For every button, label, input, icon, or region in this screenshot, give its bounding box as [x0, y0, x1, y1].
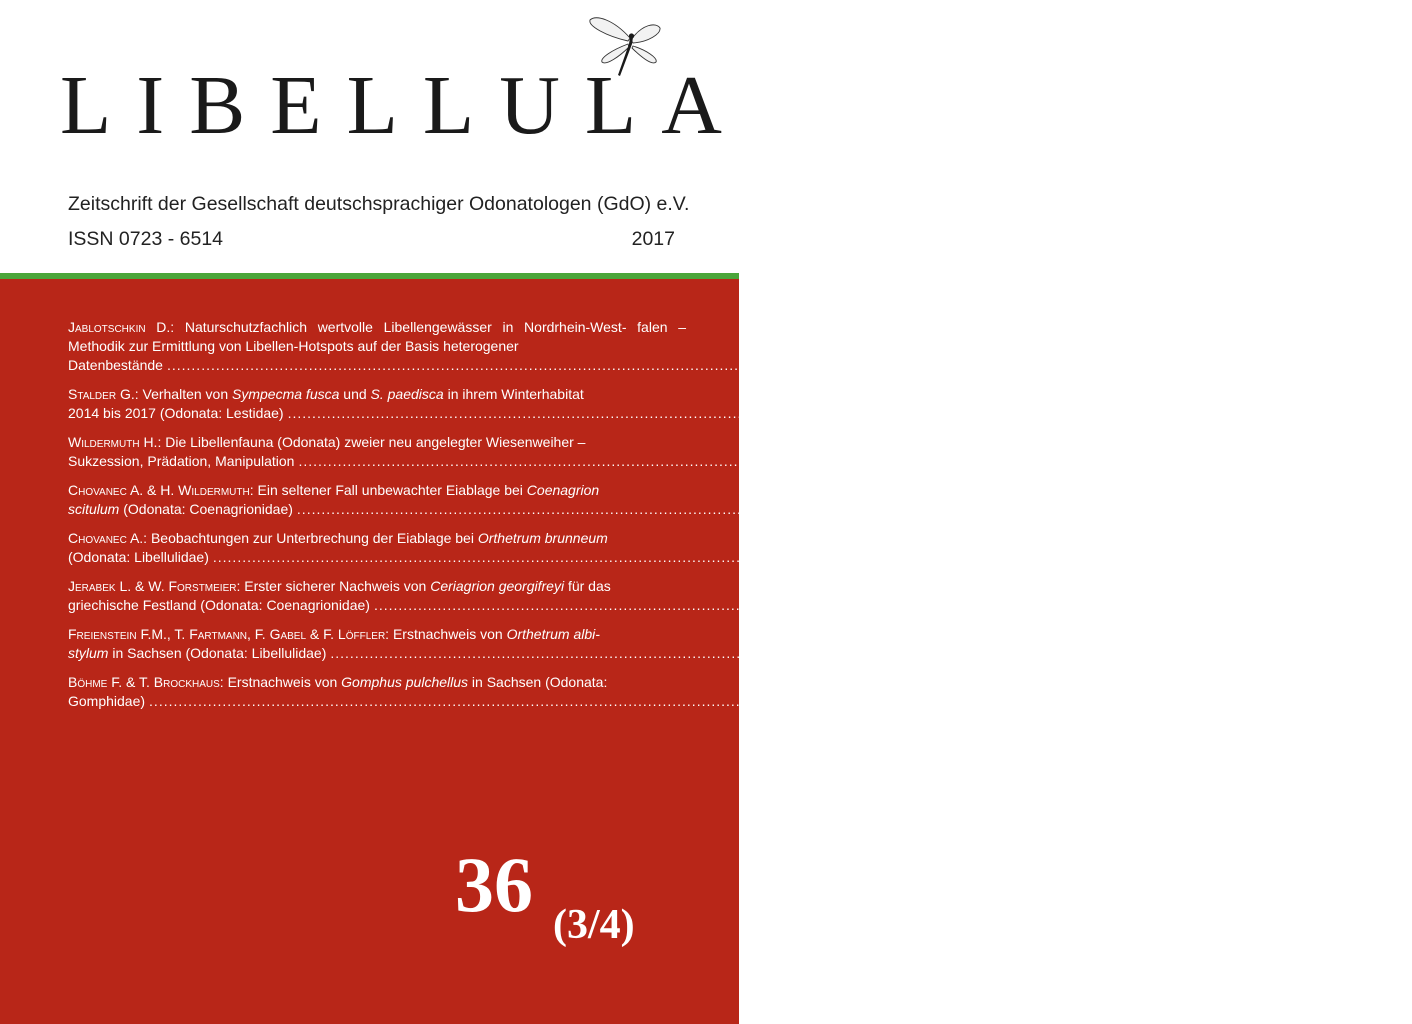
toc-entry[interactable]: [68, 673, 1188, 711]
toc-species-name: Orthetrum albi-: [506, 625, 600, 642]
toc-title-text: (Odonata: Coenagrionidae): [119, 501, 293, 518]
toc-species-name: Orthetrum brunneum: [477, 529, 608, 546]
toc-title-text: in ihrem Winterhabitat: [443, 386, 584, 403]
journal-issn: ISSN 0723 - 6514: [68, 228, 224, 250]
toc-pages: 67–88: [1150, 357, 1190, 374]
toc-leader: ........................................................................................................................................................................................................: [298, 453, 1277, 470]
toc-author: Chovanec A.:: [68, 529, 148, 546]
toc-title-line: falen – Methodik zur Ermittlung von Libellen-Hotspots auf der Basis heterogener: [68, 319, 686, 355]
toc-title-end: griechische Festland (Odonata: Coenagrionidae): [68, 596, 370, 613]
toc-entry[interactable]: [68, 433, 1337, 471]
toc-title-text: für das: [564, 577, 611, 594]
journal-title: LIBELLULA: [60, 59, 747, 152]
toc-title-text: und: [339, 386, 371, 403]
toc-species-name: stylum: [68, 644, 109, 661]
toc-leader: ........................................................................................................................................................................................................: [330, 644, 1309, 661]
toc-pages: 89–108: [1271, 405, 1319, 422]
toc-entry[interactable]: [68, 385, 1319, 423]
toc-title-end: (Odonata: Libellulidae): [68, 549, 209, 566]
issue-number: (3/4): [553, 902, 635, 948]
toc-title-text: in Sachsen (Odonata:: [468, 673, 608, 690]
toc-title-end: [68, 500, 293, 519]
toc-species-name: Sympecma fusca: [232, 386, 340, 403]
toc-pages: 145–148: [1357, 596, 1412, 613]
volume-number: 36: [455, 841, 533, 928]
toc-entry[interactable]: [68, 529, 1252, 567]
toc-pages: 159–161: [1132, 692, 1188, 709]
toc-pages: 139–144: [1196, 549, 1252, 566]
toc-author: Stalder G.:: [68, 386, 139, 403]
toc-title-text: Erster sicherer Nachweis von: [244, 577, 431, 594]
toc-title-line: Die Libellenfauna (Odonata) zweier neu angelegter Wiesenweiher –: [165, 434, 586, 451]
toc-title-end: [68, 644, 326, 663]
toc-author: Böhme F. & T. Brockhaus:: [68, 673, 224, 690]
toc-leader: ........................................................................................................................................................................................................: [287, 405, 1266, 422]
toc-title-text: Erstnachweis von: [392, 625, 507, 642]
toc-entry[interactable]: [68, 625, 1369, 663]
toc-author: Wildermuth H.:: [68, 434, 162, 451]
toc-title-end: Gomphidae): [68, 692, 146, 709]
toc-leader: ........................................................................................................................................................................................................: [166, 357, 1145, 374]
toc-title-end: 2014 bis 2017 (Odonata: Lestidae): [68, 405, 284, 422]
toc-species-name: scitulum: [68, 501, 120, 518]
table-of-contents: [68, 318, 1412, 720]
toc-author: Freienstein F.M., T. Fartmann, F. Gabel & F. Löffler:: [68, 625, 390, 642]
toc-species-name: S. paedisca: [370, 386, 444, 403]
toc-pages: 109–134: [1282, 453, 1337, 470]
toc-entry[interactable]: [68, 318, 1190, 376]
toc-title-text: Erstnachweis von: [227, 673, 342, 690]
toc-species-name: Gomphus pulchellus: [341, 673, 469, 690]
toc-entry[interactable]: [68, 577, 1412, 615]
toc-title-end: Datenbestände: [68, 357, 163, 374]
toc-author: Jablotschkin D.:: [68, 319, 175, 335]
journal-subtitle: Zeitschrift der Gesellschaft deutschsprachiger Odonatologen (GdO) e.V.: [68, 193, 690, 215]
toc-species-name: Coenagrion: [526, 481, 600, 498]
toc-author: Jerabek L. & W. Forstmeier:: [68, 577, 241, 594]
toc-leader: ........................................................................................................................................................................................................: [373, 596, 1352, 613]
toc-title-text: Beobachtungen zur Unterbrechung der Eiablage bei: [150, 529, 478, 546]
toc-author: Chovanec A. & H. Wildermuth:: [68, 481, 254, 498]
cover-header: [0, 0, 747, 273]
toc-title-line: Naturschutzfachlich wertvolle Libellengewässer in Nordrhein-West-: [184, 319, 627, 335]
toc-leader: ........................................................................................................................................................................................................: [296, 501, 1275, 518]
toc-pages: 135–138: [1280, 501, 1336, 518]
toc-title-end: Sukzession, Prädation, Manipulation: [68, 453, 295, 470]
toc-leader: ........................................................................................................................................................................................................: [149, 692, 1127, 709]
toc-title-text: Verhalten von: [142, 386, 233, 403]
toc-pages: 149–158: [1314, 644, 1369, 661]
toc-title-text: Ein seltener Fall unbewachter Eiablage bei: [257, 481, 527, 498]
toc-title-text: in Sachsen (Odonata: Libellulidae): [108, 644, 327, 661]
journal-year: 2017: [631, 228, 675, 250]
toc-entry[interactable]: [68, 481, 1336, 519]
toc-species-name: Ceriagrion georgifreyi: [430, 577, 565, 594]
toc-leader: ........................................................................................................................................................................................................: [212, 549, 1191, 566]
dragonfly-icon: [584, 10, 664, 82]
